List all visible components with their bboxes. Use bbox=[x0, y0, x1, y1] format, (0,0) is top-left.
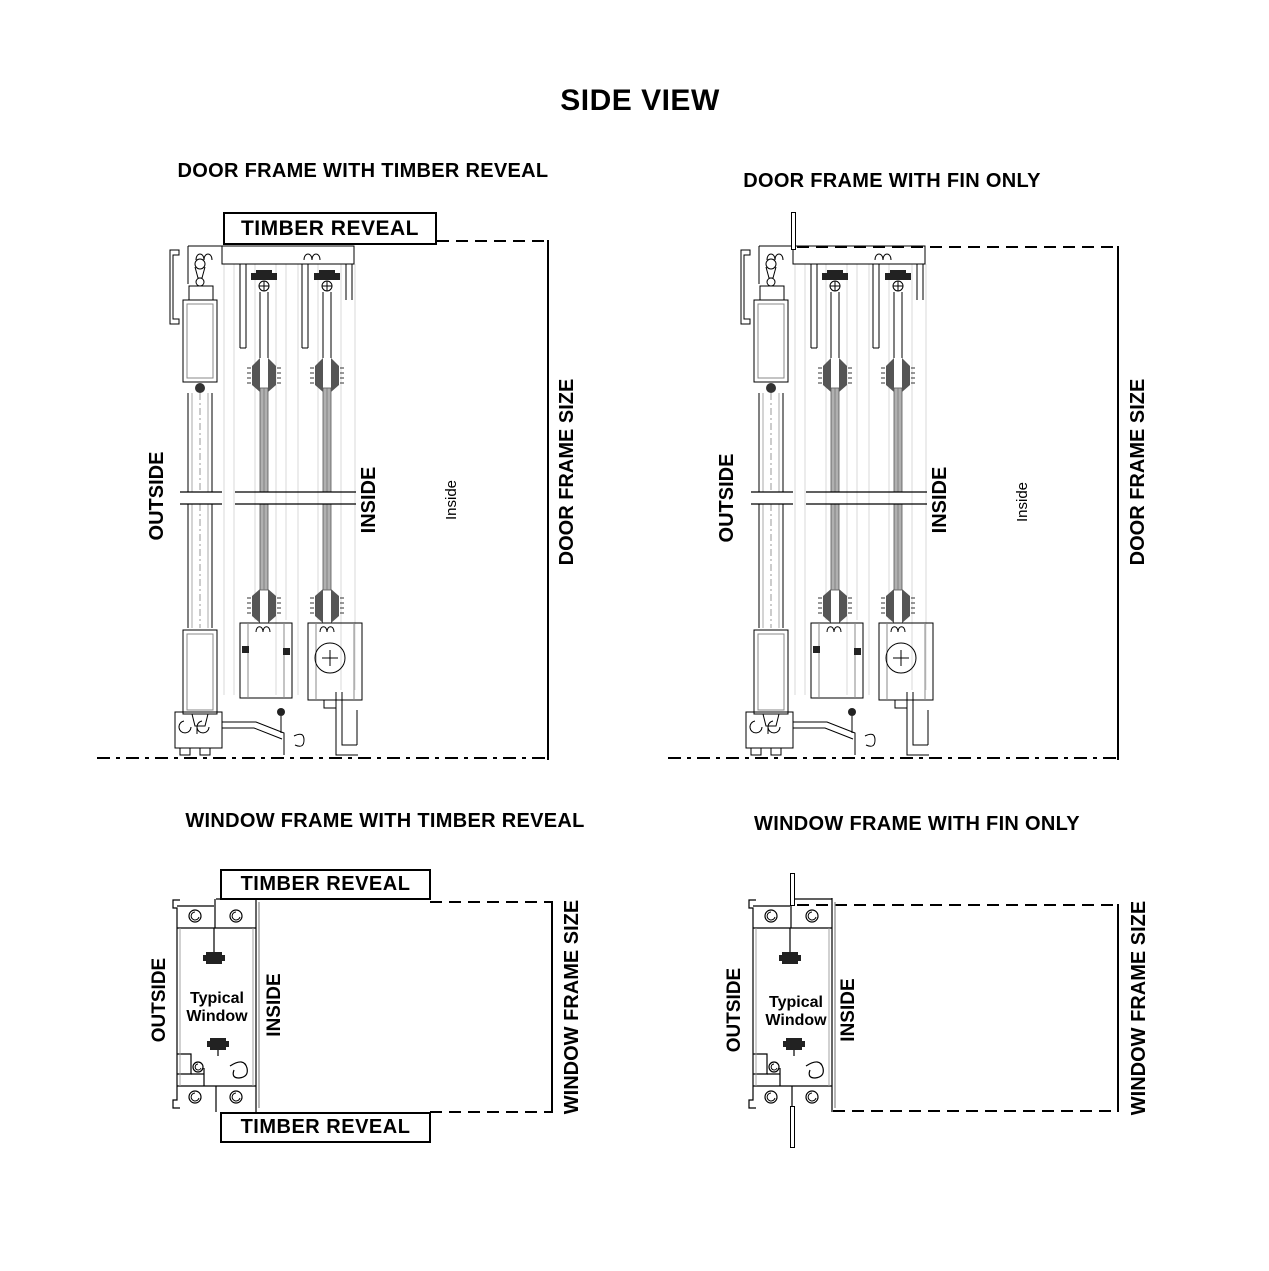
timber-reveal-label: TIMBER REVEAL bbox=[240, 216, 419, 240]
door-fin-inside-annotation: Inside bbox=[1013, 481, 1031, 523]
timber-reveal-label: TIMBER REVEAL bbox=[240, 1116, 411, 1138]
door-timber-frame-size-label: DOOR FRAME SIZE bbox=[555, 378, 578, 566]
heading-door-frame-timber-reveal: DOOR FRAME WITH TIMBER REVEAL bbox=[177, 160, 549, 182]
window-fin-outside-label: OUTSIDE bbox=[724, 967, 745, 1053]
mounting-fin-window-top bbox=[790, 873, 795, 906]
page-title: SIDE VIEW bbox=[560, 84, 720, 117]
typical-window-label: Typical Window bbox=[765, 994, 827, 1029]
window-timber-frame-size-label: WINDOW FRAME SIZE bbox=[560, 899, 583, 1115]
window-fin-frame-size-label: WINDOW FRAME SIZE bbox=[1127, 900, 1150, 1116]
window-fin-inside-label: INSIDE bbox=[838, 978, 859, 1042]
timber-reveal-label: TIMBER REVEAL bbox=[240, 873, 411, 895]
window-timber-frame-size-dash-bottom bbox=[430, 1111, 552, 1113]
heading-door-frame-fin-only: DOOR FRAME WITH FIN ONLY bbox=[743, 170, 1041, 192]
window-fin-frame-size-line bbox=[1117, 904, 1119, 1112]
door-fin-frame-size-line bbox=[1117, 246, 1119, 760]
timber-reveal-box-window-top bbox=[220, 869, 431, 900]
door-section-drawing-fin bbox=[729, 240, 939, 765]
timber-reveal-box-window-bottom bbox=[220, 1112, 431, 1143]
window-timber-frame-size-dash-top bbox=[430, 901, 552, 903]
door-timber-outside-label: OUTSIDE bbox=[145, 451, 168, 541]
window-fin-frame-size-dash-top bbox=[797, 904, 1119, 906]
window-timber-frame-size-line bbox=[551, 901, 553, 1113]
door-timber-inside-label: INSIDE bbox=[357, 466, 380, 534]
door-fin-frame-size-label: DOOR FRAME SIZE bbox=[1126, 378, 1149, 566]
typical-window-label: Typical Window bbox=[186, 990, 248, 1025]
window-timber-outside-label: OUTSIDE bbox=[149, 957, 170, 1043]
door-timber-frame-size-line bbox=[547, 240, 549, 760]
timber-reveal-box-door bbox=[223, 212, 437, 245]
window-fin-frame-size-dash-bottom bbox=[833, 1110, 1119, 1112]
door-fin-outside-label: OUTSIDE bbox=[715, 453, 738, 543]
door-timber-inside-annotation: Inside bbox=[442, 479, 460, 521]
heading-window-frame-fin-only: WINDOW FRAME WITH FIN ONLY bbox=[754, 813, 1080, 835]
door-fin-inside-label: INSIDE bbox=[928, 466, 951, 534]
mounting-fin-window-bottom bbox=[790, 1106, 795, 1148]
window-timber-inside-label: INSIDE bbox=[264, 973, 285, 1037]
mounting-fin-door-top bbox=[791, 212, 796, 250]
door-section-drawing-timber bbox=[158, 240, 368, 765]
heading-window-frame-timber-reveal: WINDOW FRAME WITH TIMBER REVEAL bbox=[185, 810, 585, 832]
door-timber-frame-size-dash-top bbox=[437, 240, 548, 242]
